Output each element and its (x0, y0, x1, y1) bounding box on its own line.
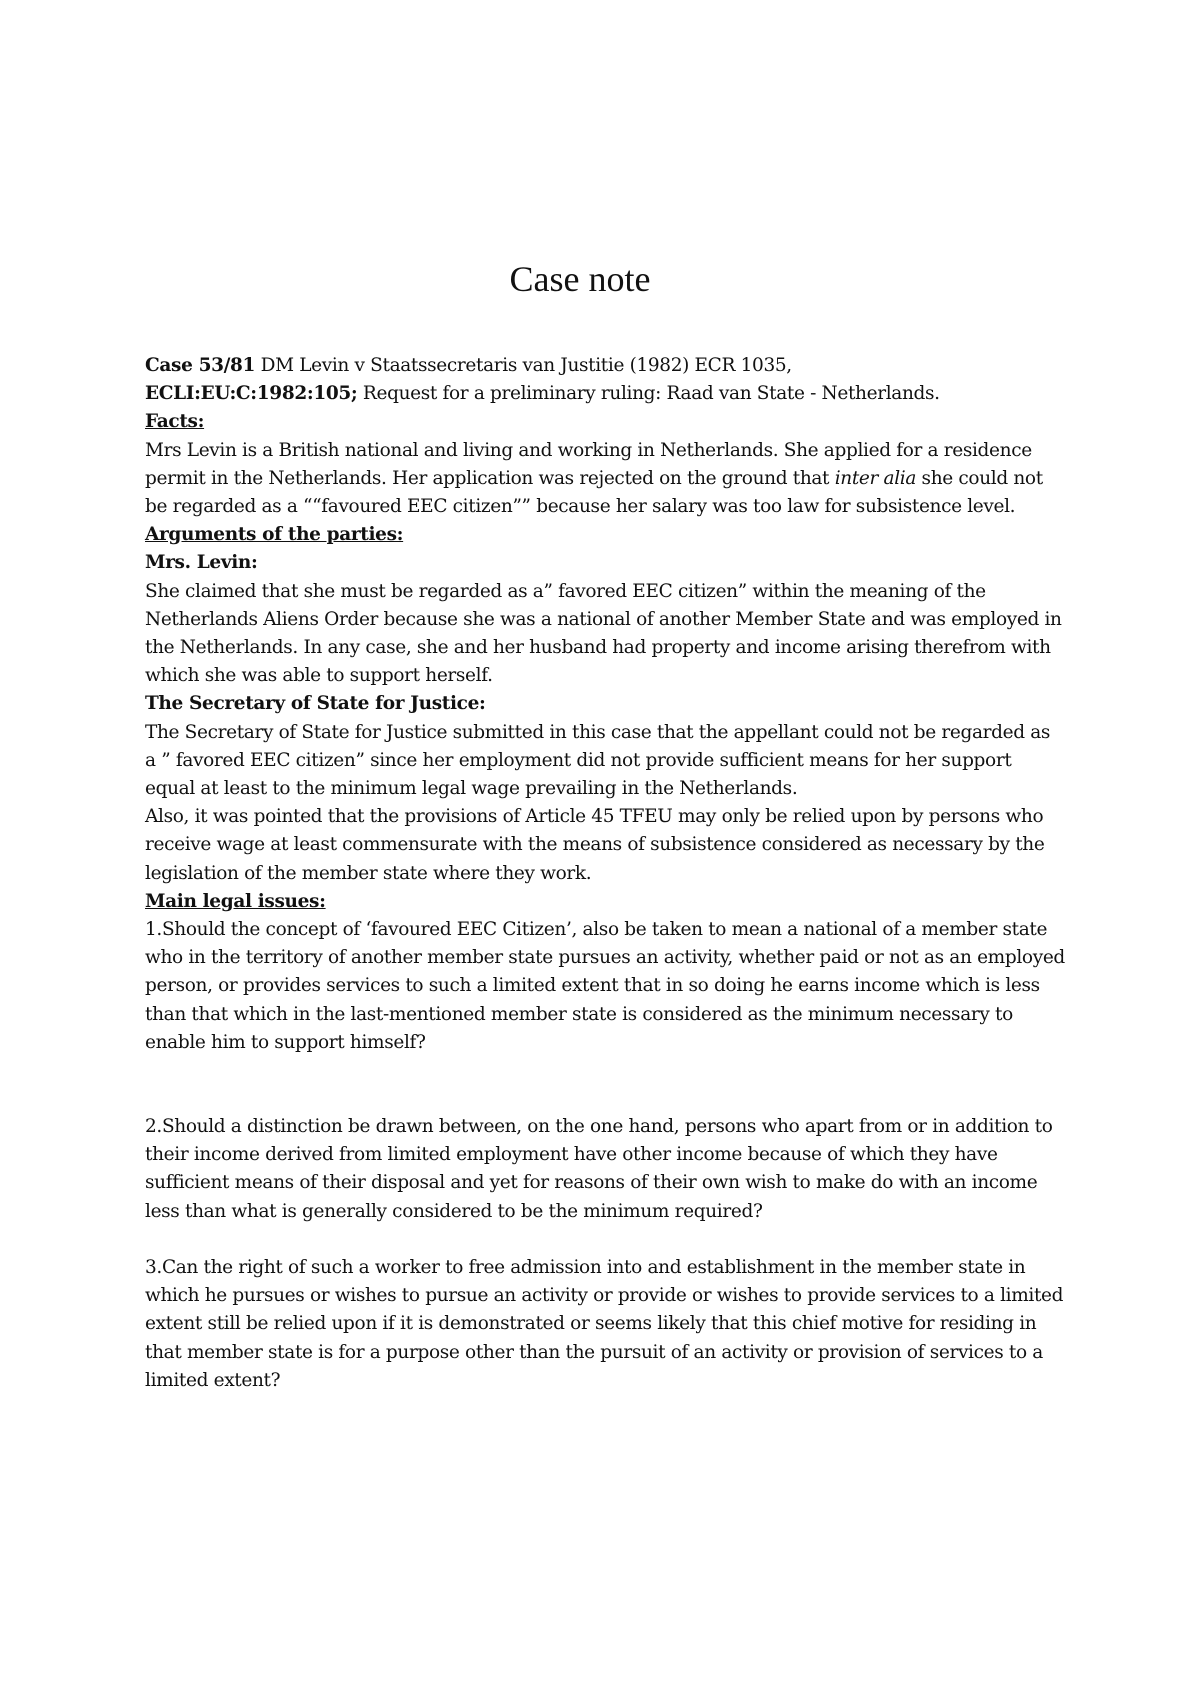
facts-text: Mrs Levin is a British national and living and working in Netherlands. She applied for a residence permit in the Netherlands. Her application was rejected on the ground that inter alia she could not be regarded as a ““favoured EEC citizen”” because her salary was too law for subsistence level. (145, 439, 1043, 518)
spacer (145, 1226, 1065, 1254)
secretary-text-2: Also, it was pointed that the provisions of Article 45 TFEU may only be relied upon by persons who receive wage at least commensurate with the means of subsistence considered as necessary by the legislation of the member state where they work. (145, 806, 1045, 884)
ecli-request: Request for a preliminary ruling: Raad van State - Netherlands. (357, 383, 940, 405)
levin-text: She claimed that she must be regarded as a” favored EEC citizen” within the meaning of the Netherlands Aliens Order because she was a national of another Member State and was employed in the Netherlands. In any case, she and her husband had property and income arising therefrom with which she was able to support herself. (145, 580, 1062, 687)
secretary-text-1: The Secretary of State for Justice submitted in this case that the appellant could not be regarded as a ” favored EEC citizen” since her employment did not provide sufficient means for her support equal at least to the minimum legal wage prevailing in the Netherlands. (145, 721, 1051, 800)
inter-alia: inter alia (834, 467, 917, 489)
spacer (145, 1057, 1065, 1113)
case-citation: DM Levin v Staatssecretaris van Justitie (1982) ECR 1035, (255, 355, 792, 376)
issue-2: 2.Should a distinction be drawn between, on the one hand, persons who apart from or in addition to their income derived from limited employment have other income because of which they have sufficient means of their disposal and yet for reasons of their own wish to make do with an income less than what is generally considered to be the minimum required? (145, 1116, 1053, 1222)
issue-3: 3.Can the right of such a worker to free admission into and establishment in the member state in which he pursues or wishes to pursue an activity or provide or wishes to provide services to a limited extent still be relied upon if it is demonstrated or seems likely that this chief motive for residing in that member state is for a purpose other than the pursuit of an activity or provision of services to a limited extent? (145, 1256, 1064, 1391)
document-body (145, 352, 1065, 1395)
facts-heading: Facts: (145, 411, 205, 433)
arguments-heading: Arguments of the parties: (145, 524, 404, 546)
case-reference (145, 352, 1065, 380)
page-title: Case note (509, 259, 651, 299)
case-number: Case 53/81 (145, 355, 256, 376)
ecli-identifier: ECLI:EU:C:1982:105; (145, 383, 358, 405)
issue-1: 1.Should the concept of ‘favoured EEC Citizen’, also be taken to mean a national of a member state who in the territory of another member state pursues an activity, whether paid or not as an employed person, or provides services to such a limited extent that in so doing he earns income which is less than that which in the last-mentioned member state is considered as the minimum necessary to enable him to support himself? (145, 919, 1065, 1053)
secretary-heading: The Secretary of State for Justice: (145, 693, 486, 715)
levin-heading: Mrs. Levin: (145, 552, 258, 574)
ecli-line (145, 380, 1065, 408)
issues-heading: Main legal issues: (145, 890, 326, 912)
